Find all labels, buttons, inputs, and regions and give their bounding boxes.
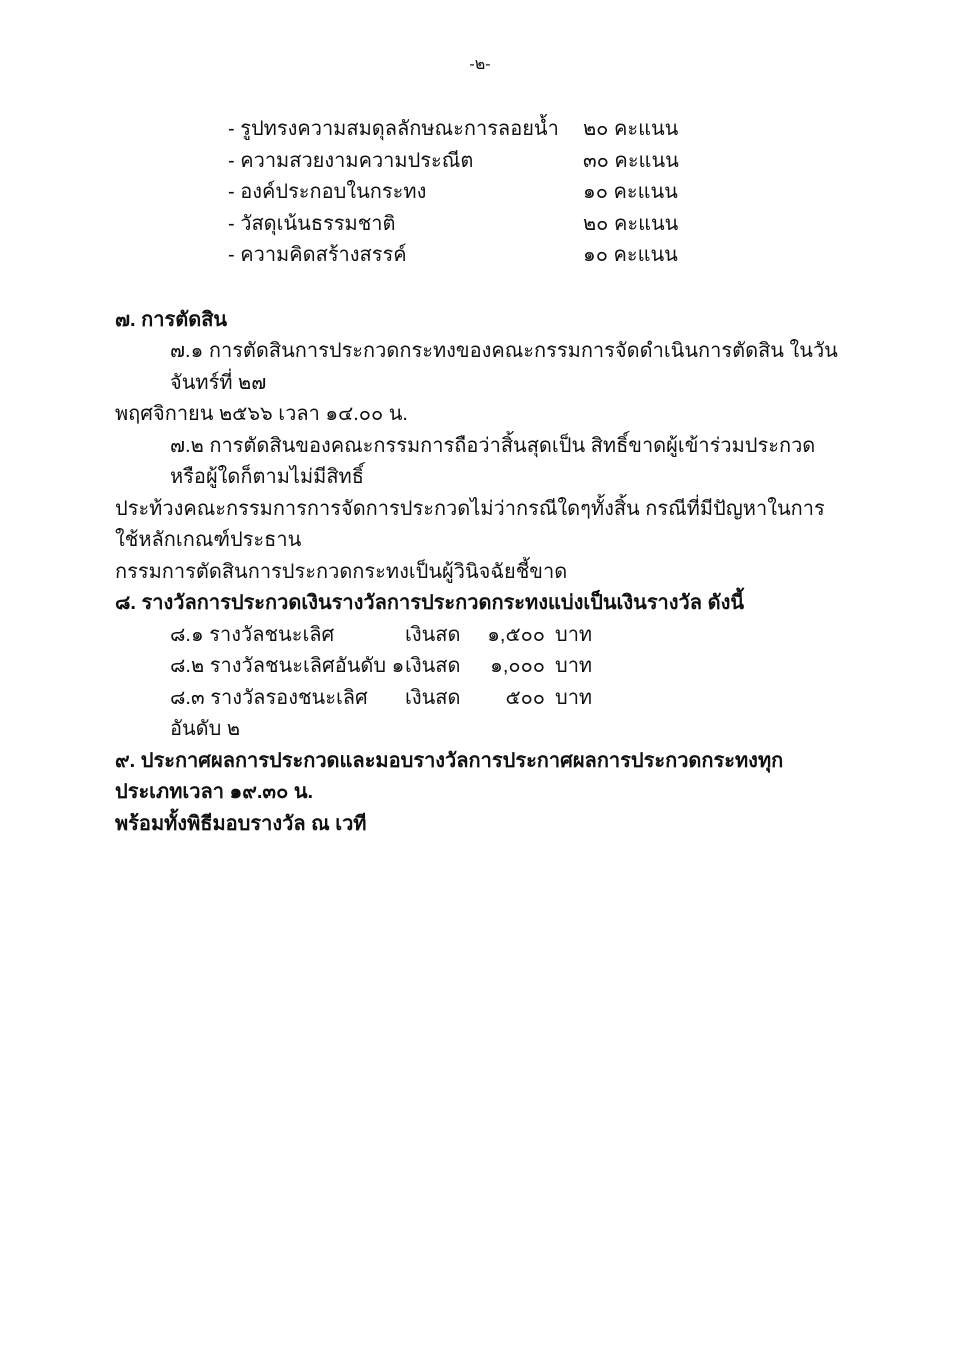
paragraph-line: ๗.๑ การตัดสินการประกวดกระทงของคณะกรรมการจัดดำเนินการตัดสิน ในวันจันทร์ที่ ๒๗ [170, 340, 838, 394]
criteria-row [228, 209, 845, 241]
prize-unit: บาท [555, 686, 593, 709]
paragraph-line: กรรมการตัดสินการประกวดกระทงเป็นผู้วินิจฉัยชี้ขาด [115, 560, 568, 583]
prize-row [170, 620, 845, 652]
section-7-heading: ๗. การตัดสิน [115, 308, 228, 331]
prize-amount: ๕๐๐ [505, 686, 545, 709]
criteria-label: - องค์ประกอบในกระทง [228, 181, 427, 203]
vertical-spacer [115, 272, 845, 305]
criteria-row [228, 114, 845, 146]
criteria-label: - ความคิดสร้างสรรค์ [228, 244, 407, 266]
criteria-score: ๑๐ คะแนน [583, 181, 678, 203]
paragraph-line: ๙. ประกาศผลการประกวดและมอบรางวัลการประกาศผลการประกวดกระทงทุกประเภทเวลา ๑๙.๓๐ น. [115, 749, 784, 803]
criteria-score: ๒๐ คะแนน [583, 212, 679, 235]
paragraph-line: พร้อมทั้งพิธีมอบรางวัล ณ เวที [115, 812, 367, 835]
page-number: -๒- [469, 56, 491, 73]
prize-label: ๘.๑ รางวัลชนะเลิศ [170, 623, 335, 646]
paragraph-line: ๗.๒ การตัดสินของคณะกรรมการถือว่าสิ้นสุดเป็น สิทธิ์ขาดผู้เข้าร่วมประกวดหรือผู้ใดก็ตามไม่มีสิทธิ์ [170, 434, 816, 488]
prize-label: ๘.๓ รางวัลรองชนะเลิศอันดับ ๒ [170, 686, 368, 740]
criteria-label: - ความสวยงามความประณีต [228, 149, 474, 172]
prize-cash-label: เงินสด [405, 623, 461, 646]
paragraph-line: พฤศจิกายน ๒๕๖๖ เวลา ๑๔.๐๐ น. [115, 403, 408, 425]
criteria-score: ๒๐ คะแนน [583, 118, 679, 140]
prize-unit: บาท [555, 623, 593, 646]
paragraph-line: ประท้วงคณะกรรมการการจัดการประกวดไม่ว่ากรณีใดๆทั้งสิ้น กรณีที่มีปัญหาในการใช้หลักเกณฑ์ประธาน [115, 497, 825, 551]
criteria-list [228, 114, 845, 272]
section-9-paragraph [115, 746, 845, 841]
criteria-score: ๑๐ คะแนน [583, 244, 678, 266]
section-7-2-paragraph [115, 431, 845, 589]
prize-cash-label: เงินสด [405, 655, 461, 677]
criteria-row [228, 146, 845, 178]
criteria-score: ๓๐ คะแนน [583, 149, 679, 172]
criteria-row [228, 177, 845, 209]
prize-row [170, 651, 845, 683]
prize-row [170, 683, 845, 746]
section-7-1-paragraph [115, 336, 845, 431]
prize-amount: ๑,๐๐๐ [490, 655, 545, 677]
prize-cash-label: เงินสด [405, 686, 461, 709]
criteria-label: - รูปทรงความสมดุลลักษณะการลอยน้ำ [228, 118, 559, 140]
criteria-label: - วัสดุเน้นธรรมชาติ [228, 212, 396, 235]
prize-amount: ๑,๕๐๐ [487, 623, 545, 646]
section-8-heading: ๘. รางวัลการประกวดเงินรางวัลการประกวดกระทงแบ่งเป็นเงินรางวัล ดังนี้ [115, 592, 745, 614]
criteria-row [228, 240, 845, 272]
prize-label: ๘.๒ รางวัลชนะเลิศอันดับ ๑ [170, 655, 405, 677]
prize-unit: บาท [555, 655, 593, 677]
prize-list [115, 620, 845, 746]
